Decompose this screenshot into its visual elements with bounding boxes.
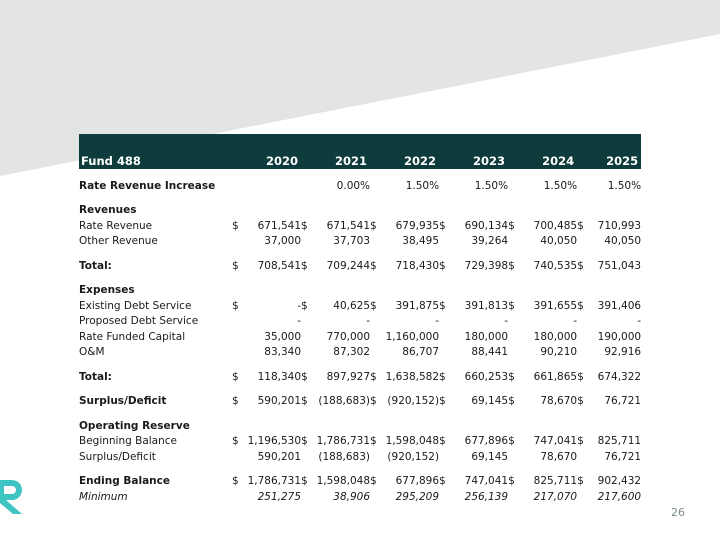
cell: 671,541	[326, 219, 371, 232]
currency-symbol: $	[370, 219, 377, 232]
cell: 825,711	[597, 435, 642, 448]
row-label: Total:	[79, 259, 112, 272]
cell: 1.50%	[405, 179, 440, 192]
header-row	[79, 134, 641, 169]
row-label: Total:	[79, 370, 112, 383]
cell: 35,000	[264, 330, 302, 343]
currency-symbol: $	[508, 299, 515, 312]
currency-symbol: $	[370, 259, 377, 272]
ending-balance-row	[79, 474, 641, 490]
cell: 37,000	[264, 235, 302, 248]
cell: 190,000	[597, 330, 642, 343]
cell: 677,896	[395, 475, 440, 488]
cell: 83,340	[264, 346, 302, 359]
cell: 37,703	[333, 235, 371, 248]
cell: 40,625	[333, 299, 371, 312]
cell: 590,201	[257, 450, 302, 463]
row-label: O&M	[79, 346, 105, 359]
cell: 78,670	[540, 450, 578, 463]
cell: 87,302	[333, 346, 371, 359]
cell: 69,145	[471, 395, 509, 408]
currency-symbol: $	[508, 219, 515, 232]
cell: 1.50%	[474, 179, 509, 192]
cell: 660,253	[464, 370, 509, 383]
row-label: Existing Debt Service	[79, 299, 192, 312]
rate-funded-capital-row	[79, 329, 641, 345]
cell: 661,865	[533, 370, 578, 383]
cell: 40,050	[540, 235, 578, 248]
row-label: Rate Revenue	[79, 219, 153, 232]
cell: 391,406	[597, 299, 642, 312]
currency-symbol: $	[232, 370, 239, 383]
cell: 700,485	[533, 219, 578, 232]
cell: (920,152)	[387, 395, 440, 408]
row-label: Proposed Debt Service	[79, 315, 199, 328]
row-label: Beginning Balance	[79, 435, 178, 448]
cell: 902,432	[597, 475, 642, 488]
currency-symbol: $	[370, 395, 377, 408]
cell: 76,721	[604, 450, 642, 463]
cell: 86,707	[402, 346, 440, 359]
cell: 1,786,731	[316, 435, 371, 448]
cell: 1,638,582	[385, 370, 440, 383]
cell: 1,598,048	[385, 435, 440, 448]
currency-symbol: $	[301, 370, 308, 383]
cell: 679,935	[395, 219, 440, 232]
year-header: 2023	[473, 154, 506, 168]
cell: 718,430	[395, 259, 440, 272]
cell: 590,201	[257, 395, 302, 408]
row-label: Other Revenue	[79, 235, 158, 248]
cell: 78,670	[540, 395, 578, 408]
cell: -	[297, 315, 302, 328]
currency-symbol: $	[439, 475, 446, 488]
currency-symbol: $	[577, 219, 584, 232]
cell: 76,721	[604, 395, 642, 408]
cell: 40,050	[604, 235, 642, 248]
currency-symbol: $	[232, 299, 239, 312]
cell: 391,655	[533, 299, 578, 312]
currency-symbol: $	[232, 435, 239, 448]
cell: 709,244	[326, 259, 371, 272]
row-label: Ending Balance	[79, 475, 171, 488]
currency-symbol: $	[439, 219, 446, 232]
rate-increase-row	[79, 178, 641, 194]
page-number: 26	[671, 506, 685, 519]
surplus-deficit-row	[79, 394, 641, 410]
currency-symbol: $	[508, 370, 515, 383]
cell: 0.00%	[336, 179, 371, 192]
year-header: 2022	[404, 154, 437, 168]
cell: 671,541	[257, 219, 302, 232]
minimum-row	[79, 489, 641, 505]
cell: 1,598,048	[316, 475, 371, 488]
row-label: Surplus/Deficit	[79, 450, 156, 463]
cell: 708,541	[257, 259, 302, 272]
currency-symbol: $	[577, 299, 584, 312]
year-header: 2024	[542, 154, 575, 168]
cell: -	[435, 315, 440, 328]
cell: 674,322	[597, 370, 642, 383]
cell: 710,993	[597, 219, 642, 232]
currency-symbol: $	[301, 299, 308, 312]
reserve-surplus-row	[79, 449, 641, 465]
year-header: 2025	[606, 154, 639, 168]
currency-symbol: $	[508, 475, 515, 488]
currency-symbol: $	[577, 370, 584, 383]
cell: 1,160,000	[385, 330, 440, 343]
cell: 391,813	[464, 299, 509, 312]
currency-symbol: $	[577, 395, 584, 408]
cell: 825,711	[533, 475, 578, 488]
section-heading: Operating Reserve	[79, 419, 190, 432]
currency-symbol: $	[370, 435, 377, 448]
cell: -	[504, 315, 509, 328]
cell: 1.50%	[607, 179, 642, 192]
currency-symbol: $	[301, 395, 308, 408]
currency-symbol: $	[301, 219, 308, 232]
currency-symbol: $	[370, 475, 377, 488]
currency-symbol: $	[301, 259, 308, 272]
row-label: Rate Revenue Increase	[79, 179, 216, 192]
rate-revenue-row	[79, 218, 641, 234]
cell: 1,786,731	[247, 475, 302, 488]
currency-symbol: $	[439, 259, 446, 272]
cell: 751,043	[597, 259, 642, 272]
currency-symbol: $	[301, 475, 308, 488]
cell: 690,134	[464, 219, 509, 232]
cell: 38,906	[333, 490, 371, 503]
other-revenue-row	[79, 234, 641, 250]
cell: (188,683)	[318, 395, 371, 408]
currency-symbol: $	[232, 395, 239, 408]
cell: 88,441	[471, 346, 509, 359]
cell: -	[297, 299, 302, 312]
currency-symbol: $	[370, 370, 377, 383]
currency-symbol: $	[577, 435, 584, 448]
financial-table	[79, 134, 641, 505]
currency-symbol: $	[508, 395, 515, 408]
row-label: Rate Funded Capital	[79, 330, 186, 343]
proposed-debt-row	[79, 314, 641, 330]
section-heading-row	[79, 283, 641, 299]
cell: 729,398	[464, 259, 509, 272]
cell: 180,000	[464, 330, 509, 343]
beginning-balance-row	[79, 434, 641, 450]
currency-symbol: $	[232, 219, 239, 232]
existing-debt-row	[79, 298, 641, 314]
cell: 180,000	[533, 330, 578, 343]
cell: 677,896	[464, 435, 509, 448]
cell: 740,535	[533, 259, 578, 272]
year-header: 2021	[335, 154, 368, 168]
brand-logo-icon	[0, 476, 30, 516]
currency-symbol: $	[232, 259, 239, 272]
cell: 391,875	[395, 299, 440, 312]
cell: 256,139	[464, 490, 509, 503]
cell: 251,275	[257, 490, 302, 503]
cell: -	[573, 315, 578, 328]
cell: 90,210	[540, 346, 578, 359]
cell: 747,041	[533, 435, 578, 448]
currency-symbol: $	[577, 259, 584, 272]
currency-symbol: $	[439, 395, 446, 408]
cell: 38,495	[402, 235, 440, 248]
cell: -	[366, 315, 371, 328]
expense-total-row	[79, 369, 641, 385]
cell: 1.50%	[543, 179, 578, 192]
currency-symbol: $	[508, 259, 515, 272]
currency-symbol: $	[301, 435, 308, 448]
cell: 217,600	[597, 490, 642, 503]
currency-symbol: $	[370, 299, 377, 312]
currency-symbol: $	[232, 475, 239, 488]
cell: 770,000	[326, 330, 371, 343]
section-heading-row	[79, 203, 641, 219]
currency-symbol: $	[439, 299, 446, 312]
cell: 747,041	[464, 475, 509, 488]
currency-symbol: $	[439, 435, 446, 448]
currency-symbol: $	[577, 475, 584, 488]
cell: (920,152)	[387, 450, 440, 463]
cell: -	[637, 315, 642, 328]
cell: 92,916	[604, 346, 642, 359]
cell: 295,209	[395, 490, 440, 503]
fund-label: Fund 488	[81, 154, 141, 168]
cell: (188,683)	[318, 450, 371, 463]
cell: 217,070	[533, 490, 578, 503]
cell: 1,196,530	[247, 435, 302, 448]
cell: 39,264	[471, 235, 509, 248]
cell: 118,340	[257, 370, 302, 383]
revenue-total-row	[79, 258, 641, 274]
row-label: Surplus/Deficit	[79, 395, 167, 408]
year-header: 2020	[266, 154, 299, 168]
row-label: Minimum	[79, 490, 128, 503]
om-row	[79, 345, 641, 361]
section-heading-row	[79, 418, 641, 434]
cell: 897,927	[326, 370, 371, 383]
cell	[232, 178, 301, 194]
currency-symbol: $	[508, 435, 515, 448]
section-heading: Expenses	[79, 284, 135, 297]
cell: 69,145	[471, 450, 509, 463]
currency-symbol: $	[439, 370, 446, 383]
section-heading: Revenues	[79, 204, 137, 217]
